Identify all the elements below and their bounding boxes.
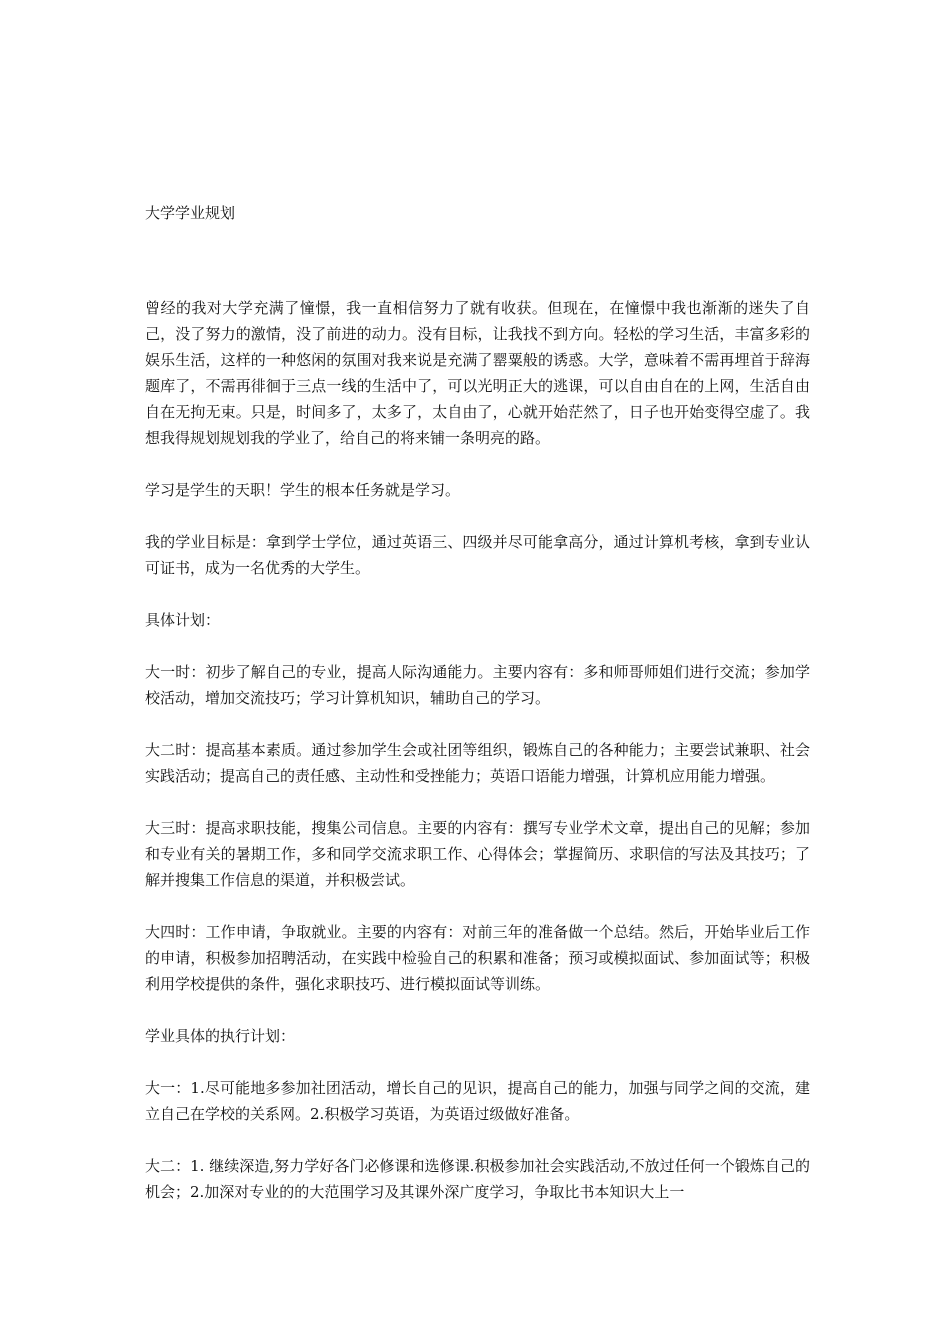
paragraph-goal: 我的学业目标是：拿到学士学位，通过英语三、四级并尽可能拿高分，通过计算机考核，拿到专业认可证书，成为一名优秀的大学生。	[145, 533, 810, 577]
paragraph-intro: 曾经的我对大学充满了憧憬，我一直相信努力了就有收获。但现在，在憧憬中我也渐渐的迷失了自己，没了努力的激情，没了前进的动力。没有目标，让我找不到方向。轻松的学习生活，丰富多彩的娱乐生活，这样的一种悠闲的氛围对我来说是充满了罂粟般的诱惑。大学，意味着不需再埋首于辞海题库了，不需再徘徊于三点一线的生活中了，可以光明正大的逃课，可以自由自在的上网，生活自由自在无拘无束。只是，时间多了，太多了，太自由了，心就开始茫然了，日子也开始变得空虚了。我想我得规划规划我的学业了，给自己的将来铺一条明亮的路。	[145, 299, 810, 447]
paragraph-list	[145, 295, 810, 1205]
paragraph-duty: 学习是学生的天职！学生的根本任务就是学习。	[145, 481, 461, 499]
paragraph-year-three: 大三时：提高求职技能，搜集公司信息。主要的内容有：撰写专业学术文章，提出自己的见解；参加和专业有关的暑期工作，多和同学交流求职工作、心得体会；掌握简历、求职信的写法及其技巧；了解并搜集工作信息的渠道，并积极尝试。	[145, 819, 810, 889]
paragraph-plan-heading: 具体计划：	[145, 611, 221, 629]
paragraph-execution-year-two: 大二：1. 继续深造,努力学好各门必修课和选修课.积极参加社会实践活动,不放过任何一个锻炼自己的机会；2.加深对专业的的大范围学习及其课外深广度学习，争取比书本知识大上一	[145, 1157, 810, 1201]
paragraph-year-two: 大二时：提高基本素质。通过参加学生会或社团等组织，锻炼自己的各种能力；主要尝试兼职、社会实践活动；提高自己的责任感、主动性和受挫能力；英语口语能力增强，计算机应用能力增强。	[145, 741, 810, 785]
document-title: 大学学业规划	[145, 204, 236, 222]
paragraph-year-one: 大一时：初步了解自己的专业，提高人际沟通能力。主要内容有：多和师哥师姐们进行交流；参加学校活动，增加交流技巧；学习计算机知识，辅助自己的学习。	[145, 663, 810, 707]
paragraph-execution-heading: 学业具体的执行计划：	[145, 1027, 296, 1045]
document-body	[145, 200, 810, 1231]
paragraph-execution-year-one: 大一：1.尽可能地多参加社团活动，增长自己的见识，提高自己的能力，加强与同学之间的交流，建立自己在学校的关系网。2.积极学习英语，为英语过级做好准备。	[145, 1079, 810, 1123]
paragraph-year-four: 大四时：工作申请，争取就业。主要的内容有：对前三年的准备做一个总结。然后，开始毕业后工作的申请，积极参加招聘活动，在实践中检验自己的积累和准备；预习或模拟面试、参加面试等；积极利用学校提供的条件，强化求职技巧、进行模拟面试等训练。	[145, 923, 810, 993]
